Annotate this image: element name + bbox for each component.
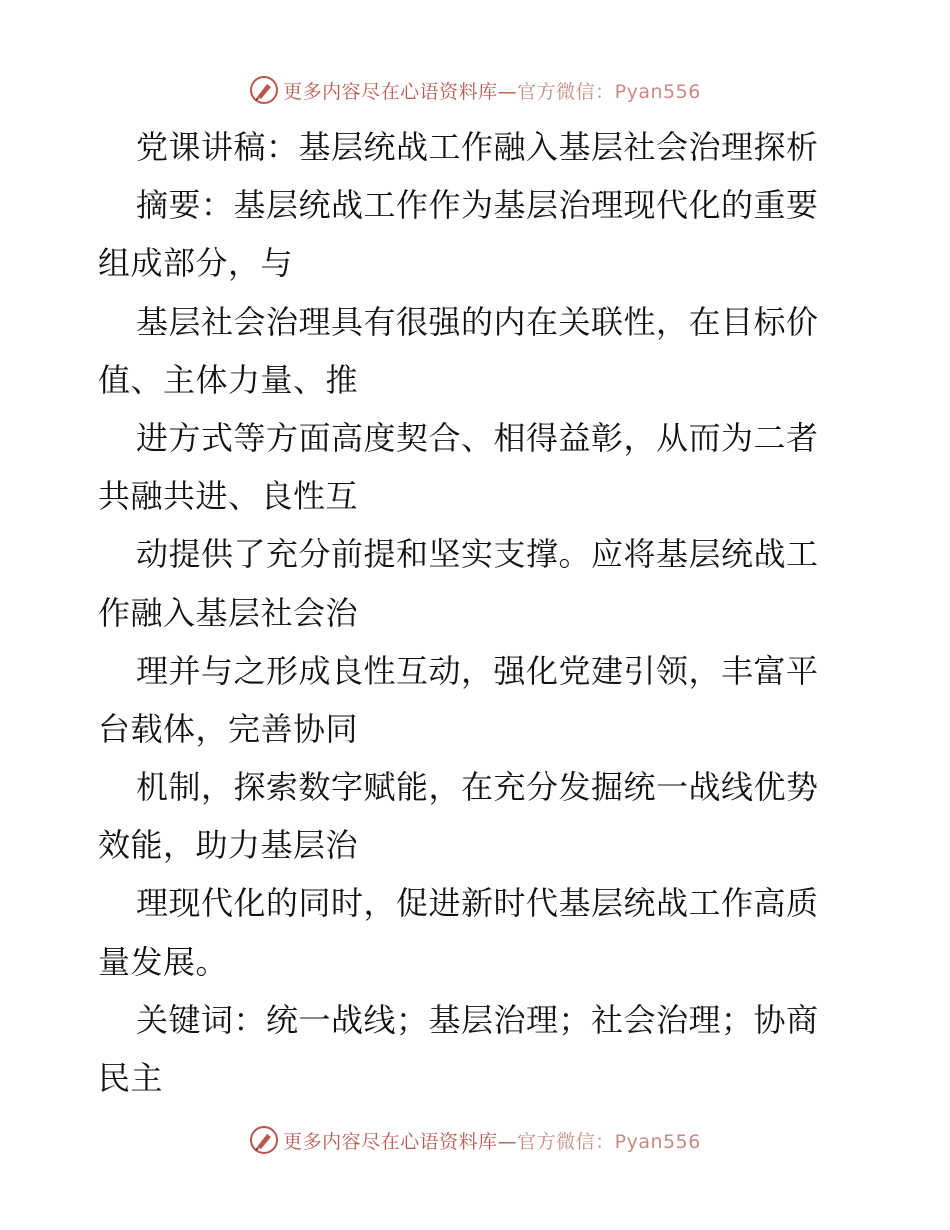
pen-nib-logo-icon xyxy=(249,1125,279,1155)
text-line: 台载体，完善协同 xyxy=(98,709,359,748)
text-line: 量发展。 xyxy=(98,942,229,981)
text-line: 值、主体力量、推 xyxy=(98,360,359,399)
text-line: 动提供了充分前提和坚实支撑。应将基层统战工 xyxy=(136,535,819,574)
pen-nib-logo-icon xyxy=(249,75,279,105)
banner-main-text: 更多内容尽在心语资料库— xyxy=(283,80,518,103)
banner-main-text: 更多内容尽在心语资料库— xyxy=(283,1130,518,1153)
banner-contact-text: 官方微信：Pyan556 xyxy=(517,1130,701,1153)
text-line: 机制，探索数字赋能，在充分发掘统一战线优势 xyxy=(136,768,819,807)
text-line: 共融共进、良性互 xyxy=(98,477,359,516)
footer-banner xyxy=(0,1120,950,1160)
banner-text xyxy=(283,1127,701,1154)
text-line: 理现代化的同时，促进新时代基层统战工作高质 xyxy=(136,884,819,923)
text-line: 关键词：统一战线；基层治理；社会治理；协商 xyxy=(136,1000,819,1039)
text-line: 基层社会治理具有很强的内在关联性，在目标价 xyxy=(136,302,819,341)
header-banner xyxy=(0,70,950,110)
banner-contact-text: 官方微信：Pyan556 xyxy=(517,80,701,103)
text-line: 民主 xyxy=(98,1059,164,1097)
text-line: 理并与之形成良性互动，强化党建引领，丰富平 xyxy=(136,651,819,690)
text-line: 效能，助力基层治 xyxy=(98,826,359,865)
banner-text xyxy=(283,77,701,104)
text-line: 进方式等方面高度契合、相得益彰，从而为二者 xyxy=(136,418,819,457)
document-body xyxy=(98,118,858,1107)
text-line: 组成部分，与 xyxy=(98,244,294,283)
text-line: 摘要：基层统战工作作为基层治理现代化的重要 xyxy=(136,186,819,225)
text-line: 党课讲稿：基层统战工作融入基层社会治理探析 xyxy=(136,128,819,166)
text-line: 作融入基层社会治 xyxy=(98,593,359,632)
